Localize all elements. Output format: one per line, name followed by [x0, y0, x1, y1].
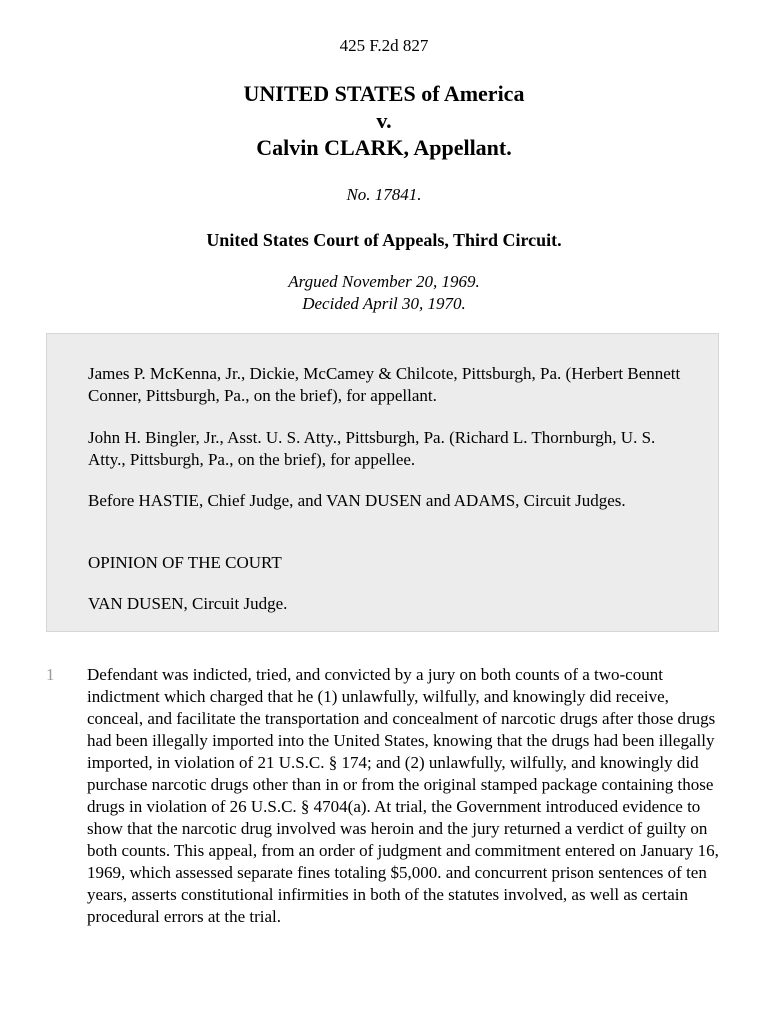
title-defendant: Calvin CLARK, Appellant.: [256, 135, 512, 160]
appellee-counsel: John H. Bingler, Jr., Asst. U. S. Atty., Pittsburgh, Pa. (Richard L. Thornburgh, U. S. Atty., Pittsburgh, Pa., on the brief), for appellee.: [88, 428, 656, 469]
argued-date: Argued November 20, 1969.: [288, 272, 480, 291]
panel-judges: Before HASTIE, Chief Judge, and VAN DUSEN and ADAMS, Circuit Judges.: [88, 491, 626, 510]
court-name: United States Court of Appeals, Third Circuit.: [206, 230, 562, 250]
case-dates: [0, 271, 768, 315]
case-citation: 425 F.2d 827: [339, 36, 429, 55]
case-title: [0, 80, 768, 161]
paragraph-text: Defendant was indicted, tried, and convicted by a jury on both counts of a two-count indictment which charged that he (1) unlawfully, wilfully, and knowingly did receive, conceal, and facilitate the transportation and concealment of narcotic drugs after those drugs had been illegally imported into the United States, knowing that the drugs had been illegally imported, in violation of 21 U.S.C. § 174; and (2) unlawfully, wilfully, and knowingly did purchase narcotic drugs other than in or from the original stamped package containing those drugs in violation of 26 U.S.C. § 4704(a). At trial, the Government introduced evidence to show that the narcotic drug involved was heroin and the jury returned a verdict of guilty on both counts. This appeal, from an order of judgment and commitment entered on January 16, 1969, which assessed separate fines totaling $5,000. and concurrent prison sentences of ten years, asserts constitutional infirmities in both of the statutes involved, as well as certain procedural errors at the trial.: [87, 665, 719, 926]
docket-number: No. 17841.: [346, 185, 422, 204]
paragraph-number: 1: [46, 665, 55, 684]
decided-date: Decided April 30, 1970.: [302, 294, 466, 313]
appellant-counsel: James P. McKenna, Jr., Dickie, McCamey & Chilcote, Pittsburgh, Pa. (Herbert Bennett Conner, Pittsburgh, Pa., on the brief), for appellant.: [88, 364, 681, 405]
title-plaintiff: UNITED STATES of America: [243, 81, 525, 106]
opinion-author: VAN DUSEN, Circuit Judge.: [88, 594, 288, 613]
opinion-heading: OPINION OF THE COURT: [88, 553, 282, 572]
counsel-box: [46, 333, 719, 632]
title-versus: v.: [376, 108, 392, 133]
